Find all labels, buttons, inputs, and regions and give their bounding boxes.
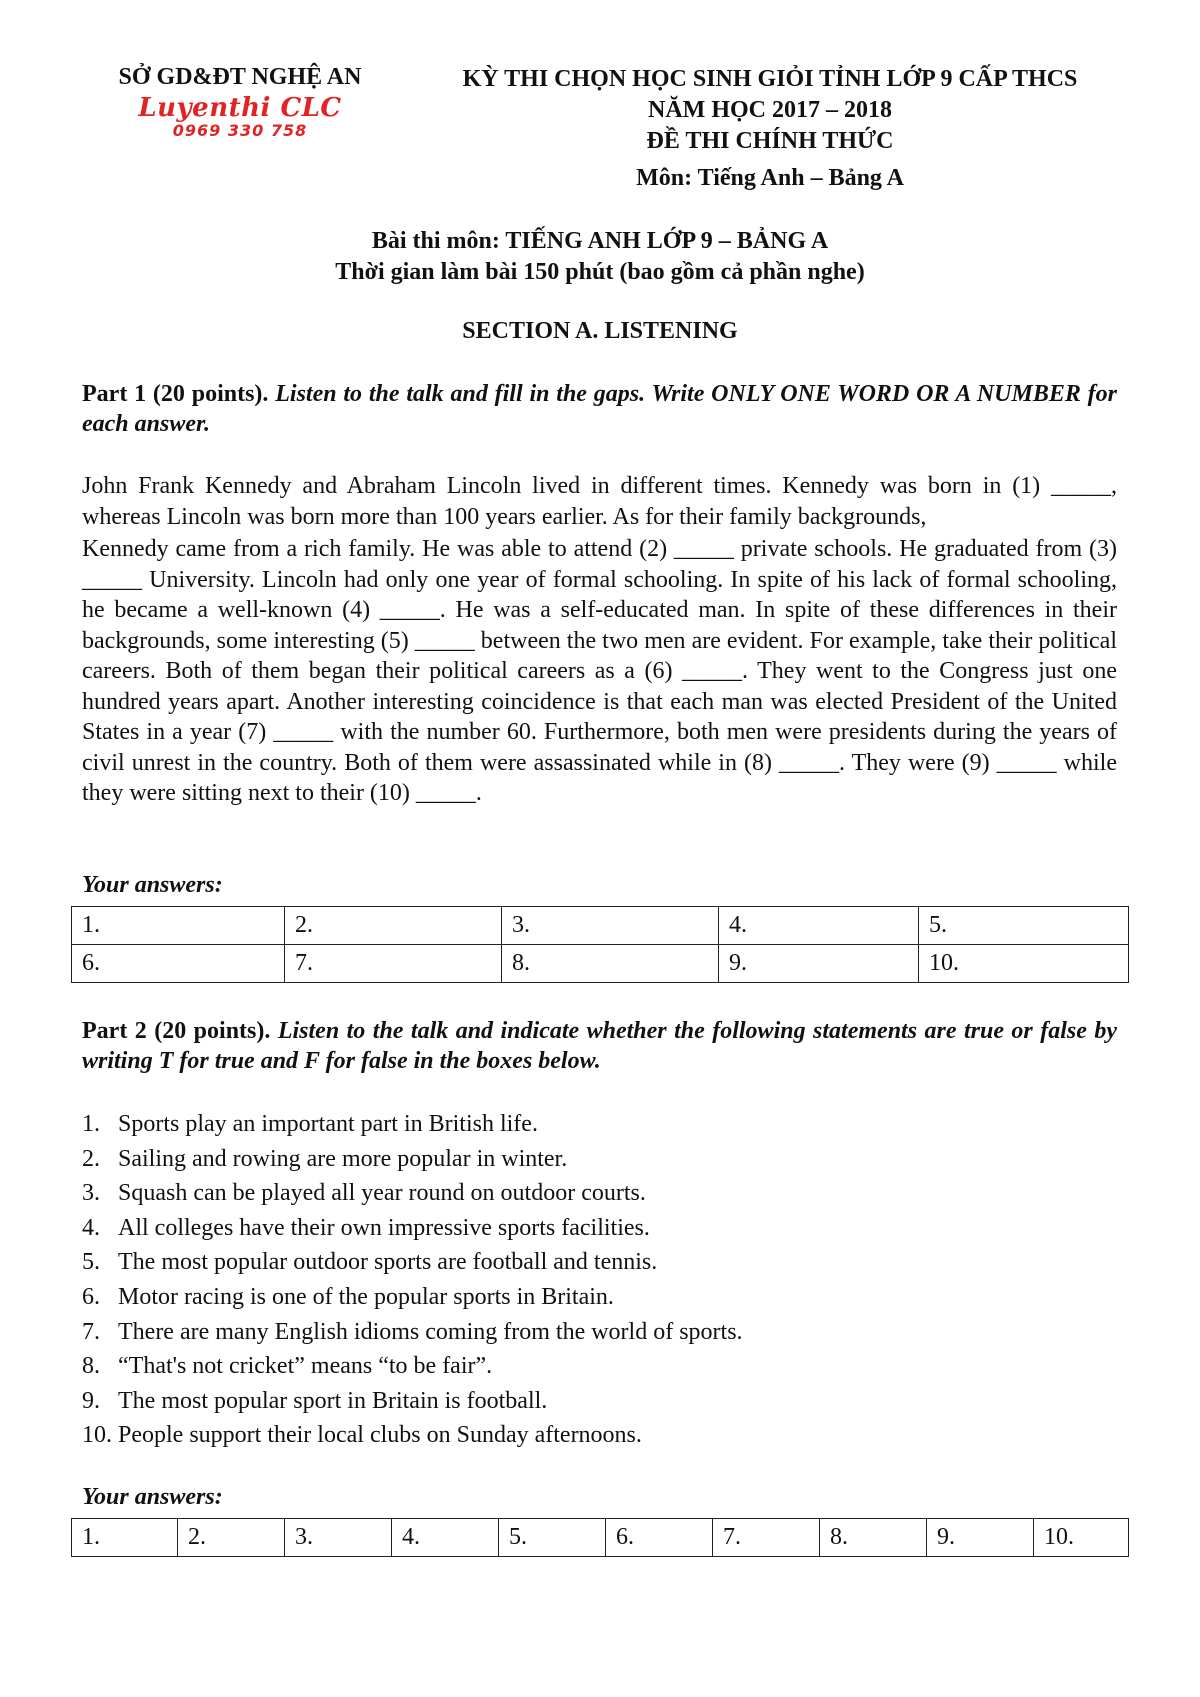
answer-cell[interactable]: 8.	[820, 1519, 927, 1557]
item-number: 6.	[82, 1283, 100, 1310]
answer-cell[interactable]: 3.	[502, 907, 719, 945]
part2-label: Part 2 (20 points).	[82, 1018, 271, 1044]
answer-cell[interactable]: 2.	[285, 907, 502, 945]
list-item	[82, 1315, 1117, 1350]
logo	[80, 95, 400, 139]
part1-answer-table	[71, 906, 1129, 983]
official-label: ĐỀ THI CHÍNH THỨC	[646, 128, 894, 154]
answer-cell[interactable]: 5.	[919, 907, 1129, 945]
answer-cell[interactable]: 10.	[919, 945, 1129, 983]
list-item	[82, 1176, 1117, 1211]
school-year: NĂM HỌC 2017 – 2018	[648, 97, 892, 123]
item-text: People support their local clubs on Sunday afternoons.	[118, 1422, 642, 1449]
list-item	[82, 1280, 1117, 1315]
answer-cell[interactable]: 9.	[719, 945, 919, 983]
list-item	[82, 1142, 1117, 1177]
table-row	[72, 907, 1129, 945]
logo-text: Luyenthi CLC	[138, 93, 342, 123]
answer-cell[interactable]: 10.	[1034, 1519, 1129, 1557]
part2-answer-table	[71, 1518, 1129, 1557]
section-heading: SECTION A. LISTENING	[462, 318, 738, 344]
part1-passage	[82, 471, 1117, 809]
answer-cell[interactable]: 5.	[499, 1519, 606, 1557]
item-text: Sports play an important part in British life.	[118, 1111, 538, 1137]
list-item	[82, 1418, 1117, 1453]
title-line-2: Thời gian làm bài 150 phút (bao gồm cả phần nghe)	[335, 259, 865, 285]
answer-cell[interactable]: 7.	[285, 945, 502, 983]
logo-phone: 0969 330 758	[172, 121, 308, 140]
part2-answers-label: Your answers:	[82, 1484, 223, 1510]
item-text: Squash can be played all year round on outdoor courts.	[118, 1180, 646, 1207]
list-item	[82, 1384, 1117, 1419]
part2-statement-list	[82, 1107, 1117, 1453]
part2-heading	[82, 1016, 1117, 1076]
part1-heading	[82, 379, 1117, 439]
answer-cell[interactable]: 1.	[72, 1519, 178, 1557]
passage-paragraph-1: John Frank Kennedy and Abraham Lincoln lived in different times. Kennedy was born in (1) _____, whereas Lincoln was born more than 100 years earlier. As for their family backgrounds,	[82, 473, 1117, 530]
answer-cell[interactable]: 6.	[72, 945, 285, 983]
passage-paragraph-2: Kennedy came from a rich family. He was able to attend (2) _____ private schools. He graduated from (3) _____ University. Lincoln had only one year of formal schooling. In spite of his lack of formal schooling, he became a well-known (4) _____. He was a self-educated man. In spite of these differences in their backgrounds, some interesting (5) _____ between the two men are evident. For example, take their political careers. Both of them began their political careers as a (6) _____. They went to the Congress just one hundred years apart. Another interesting coincidence is that each man was elected President of the United States in a year (7) _____ with the number 60. Furthermore, both men were presidents during the years of civil unrest in the country. Both of them were assassinated while in (8) _____. They were (9) _____ while they were sitting next to their (10) _____.	[82, 536, 1117, 806]
table-row	[72, 945, 1129, 983]
title-line-1: Bài thi môn: TIẾNG ANH LỚP 9 – BẢNG A	[371, 228, 829, 254]
item-text: “That's not cricket” means “to be fair”.	[118, 1353, 493, 1380]
item-number: 10.	[82, 1422, 112, 1449]
answer-cell[interactable]: 8.	[502, 945, 719, 983]
item-text: All colleges have their own impressive sports facilities.	[118, 1214, 650, 1241]
item-number: 9.	[82, 1387, 100, 1414]
subject-label: Môn: Tiếng Anh – Bảng A	[636, 165, 904, 191]
table-row	[72, 1519, 1129, 1557]
item-number: 3.	[82, 1180, 100, 1207]
part1-answers-label: Your answers:	[82, 872, 223, 898]
answer-cell[interactable]: 4.	[719, 907, 919, 945]
answer-cell[interactable]: 9.	[927, 1519, 1034, 1557]
item-number: 7.	[82, 1318, 100, 1345]
item-text: Motor racing is one of the popular sports in Britain.	[118, 1283, 614, 1310]
list-item	[82, 1245, 1117, 1280]
title-block	[0, 226, 1200, 288]
part1-label: Part 1 (20 points).	[82, 381, 269, 407]
item-number: 1.	[82, 1111, 100, 1137]
item-text: Sailing and rowing are more popular in winter.	[118, 1145, 568, 1172]
part1-instruction: Listen to the talk and fill in the gaps. Write ONLY ONE WORD OR A NUMBER for each answer.	[82, 381, 1117, 437]
list-item	[82, 1349, 1117, 1384]
answer-cell[interactable]: 6.	[606, 1519, 713, 1557]
item-text: There are many English idioms coming from the world of sports.	[118, 1318, 743, 1345]
answer-cell[interactable]: 7.	[713, 1519, 820, 1557]
item-text: The most popular sport in Britain is football.	[118, 1387, 548, 1414]
list-item	[82, 1211, 1117, 1246]
item-text: The most popular outdoor sports are football and tennis.	[118, 1249, 658, 1276]
header-right	[410, 64, 1130, 194]
exam-title: KỲ THI CHỌN HỌC SINH GIỎI TỈNH LỚP 9 CẤP THCS	[462, 66, 1078, 92]
answer-cell[interactable]: 3.	[285, 1519, 392, 1557]
item-number: 5.	[82, 1249, 100, 1276]
part2-instruction: Listen to the talk and indicate whether the following statements are true or false by writing T for true and F for false in the boxes below.	[82, 1018, 1118, 1074]
item-number: 8.	[82, 1353, 100, 1380]
answer-cell[interactable]: 1.	[72, 907, 285, 945]
item-number: 2.	[82, 1145, 100, 1172]
item-number: 4.	[82, 1214, 100, 1241]
answer-cell[interactable]: 4.	[392, 1519, 499, 1557]
department-name: SỞ GD&ĐT NGHỆ AN	[118, 64, 362, 90]
header-left	[80, 64, 400, 139]
answer-cell[interactable]: 2.	[178, 1519, 285, 1557]
list-item	[82, 1107, 1117, 1142]
